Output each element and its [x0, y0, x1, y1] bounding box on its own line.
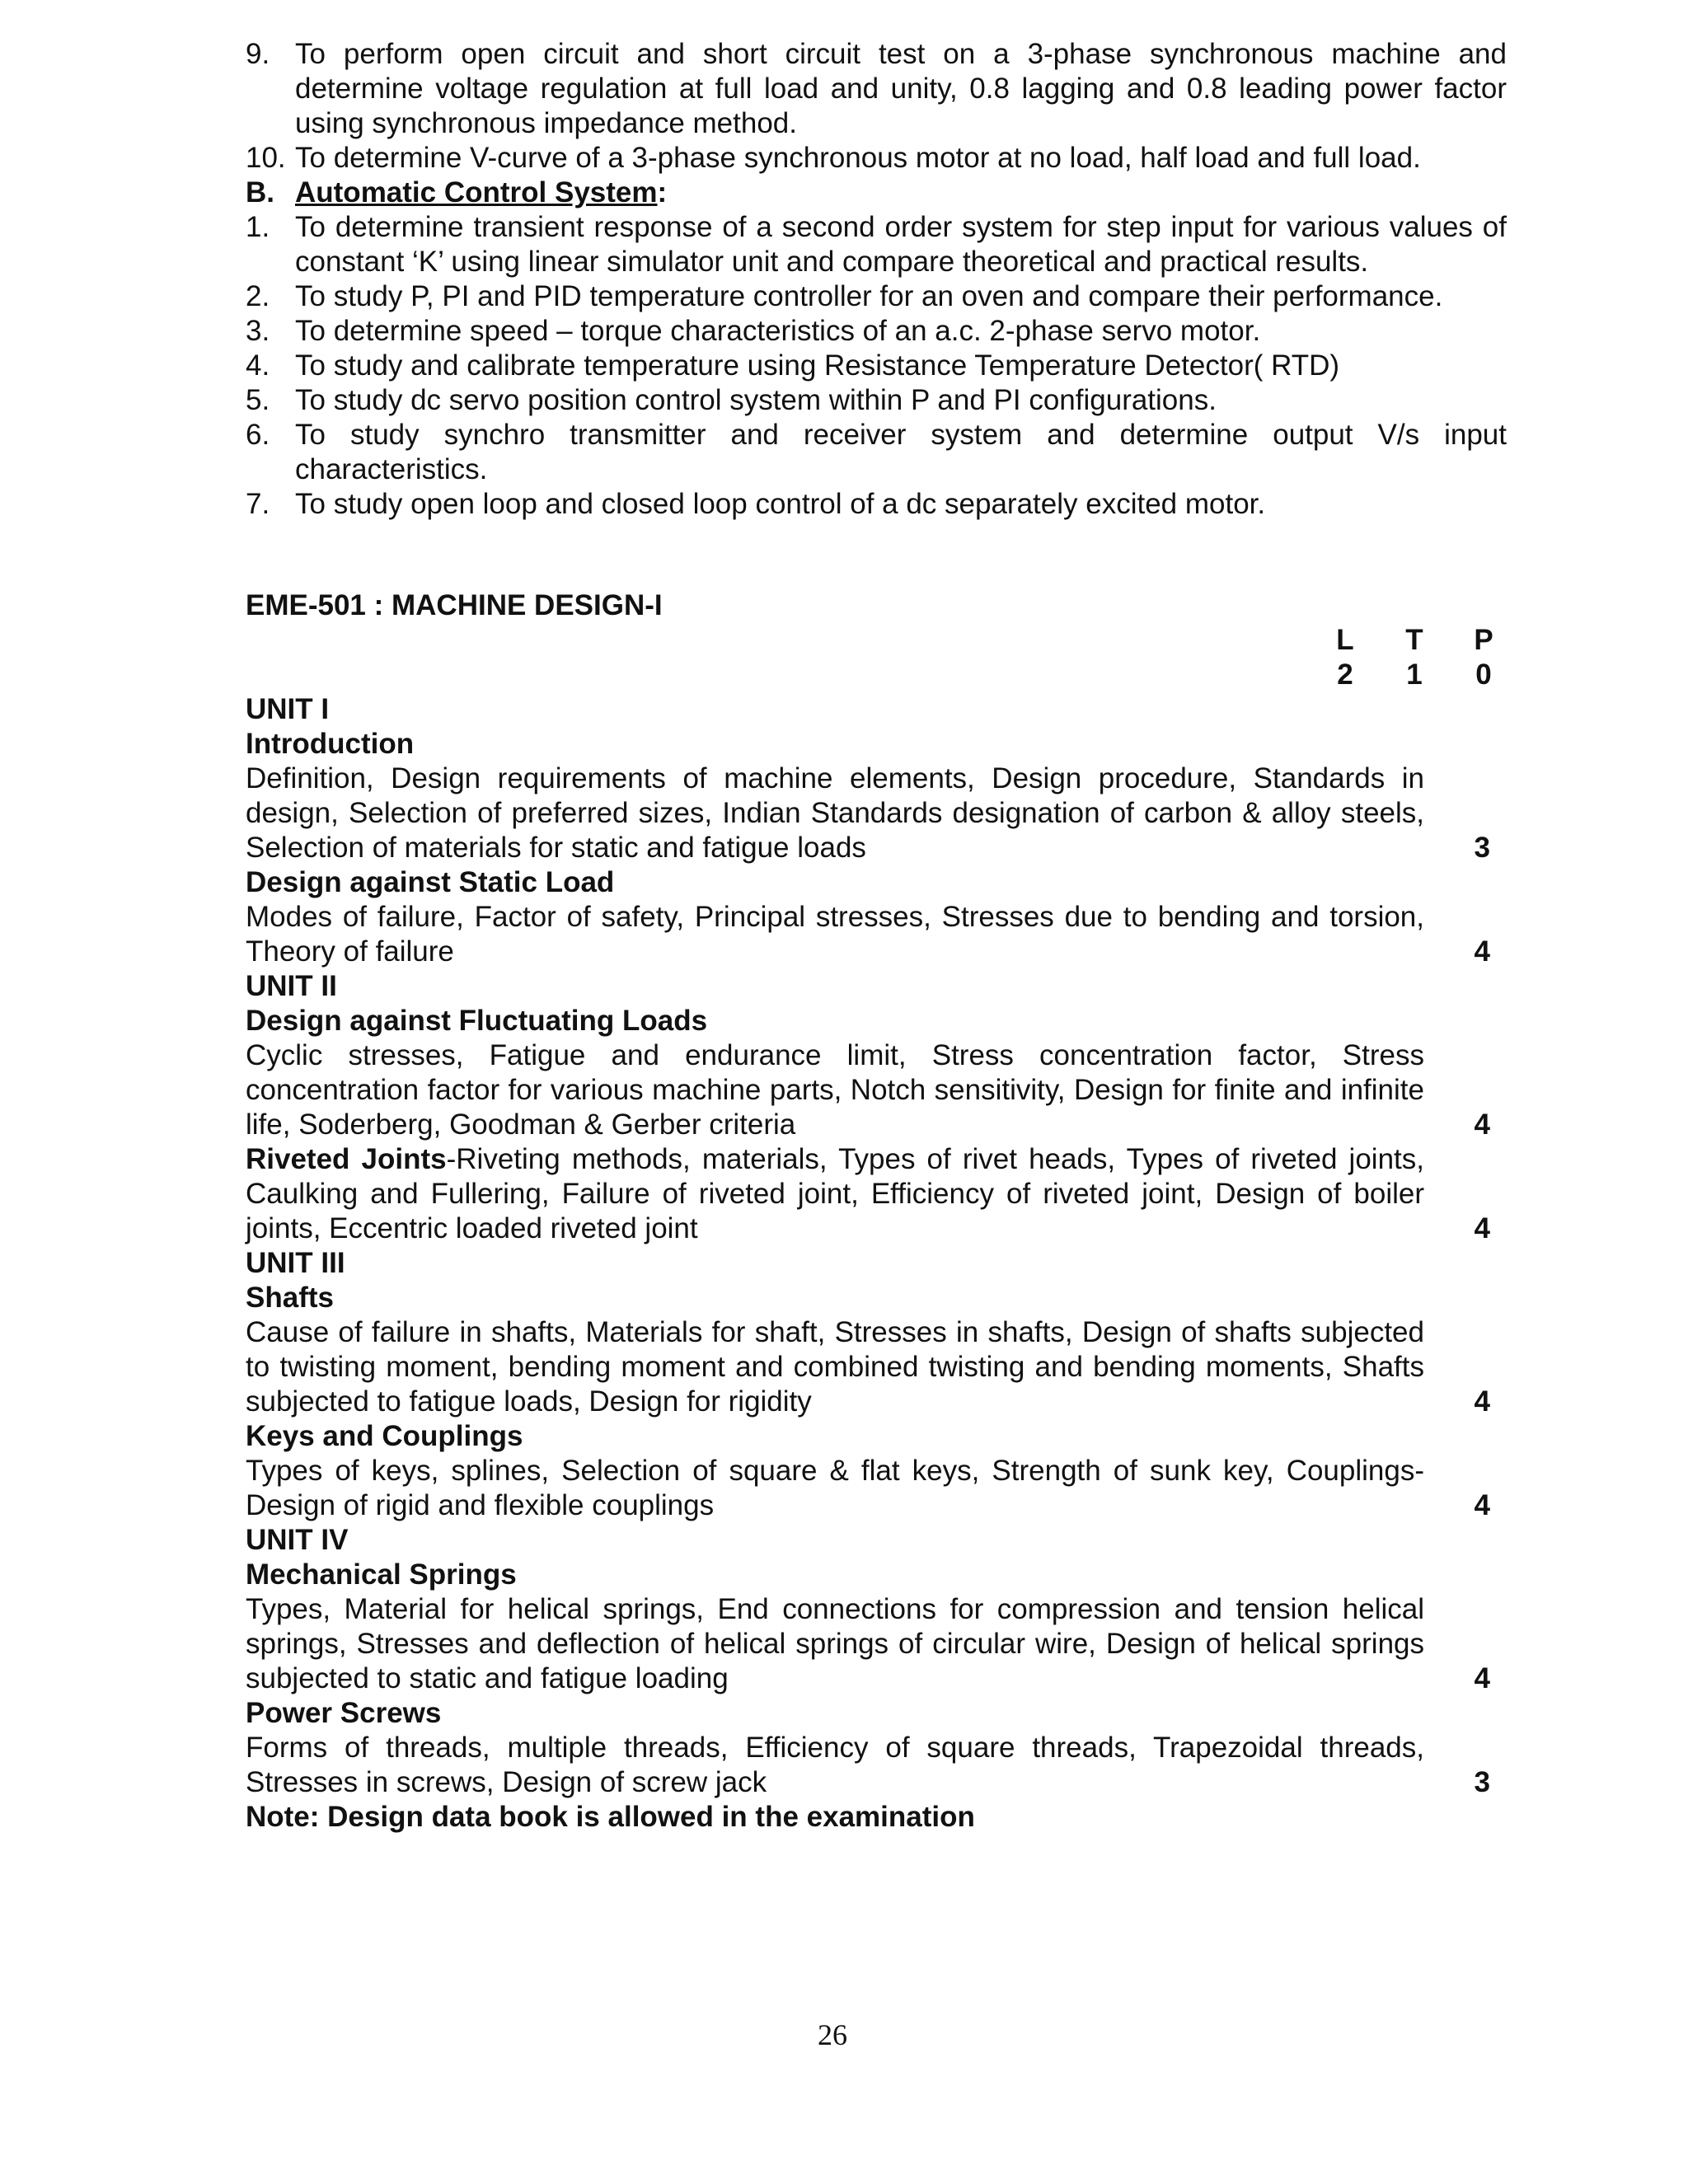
ltp-credit-table — [1311, 623, 1518, 692]
topic-heading: Keys and Couplings — [246, 1420, 523, 1452]
course-title: EME-501 : MACHINE DESIGN-I — [246, 589, 663, 621]
list-item — [246, 279, 1507, 314]
lecture-hours: 3 — [1474, 832, 1490, 864]
lecture-hours: 4 — [1474, 1662, 1490, 1694]
list-item — [246, 349, 1507, 383]
item-text: To study open loop and closed loop control of a dc separately excited motor. — [295, 488, 1266, 520]
topic-heading: Design against Fluctuating Loads — [246, 1005, 708, 1037]
syllabus-body — [246, 692, 1490, 1835]
topic-body: Types, Material for helical springs, End connections for compression and tension helical springs, Stresses and deflection of helical springs of circular wire, Design of helical springs subjected to static and fatigue loading — [246, 1593, 1424, 1694]
section-letter: B. — [246, 176, 274, 209]
item-number: 2. — [246, 280, 270, 312]
section-title: Automatic Control System — [295, 176, 658, 209]
lecture-hours: 3 — [1474, 1766, 1490, 1798]
item-text: To study and calibrate temperature using Resistance Temperature Detector( RTD) — [295, 349, 1340, 382]
topic-heading: Design against Static Load — [246, 866, 615, 898]
item-number: 10. — [246, 142, 286, 174]
topic-heading: Introduction — [246, 728, 415, 760]
lecture-hours: 4 — [1474, 1212, 1490, 1244]
topic-paragraph — [246, 1315, 1490, 1419]
topic-paragraph — [246, 1592, 1490, 1696]
topic-paragraph — [246, 1731, 1490, 1800]
lab-experiment-list — [246, 37, 1507, 522]
topic-body: Cyclic stresses, Fatigue and endurance limit, Stress concentration factor, Stress concentration factor for various machine parts, Notch sensitivity, Design for finite and infinite life, Soderberg, Goodman & Gerber criteria — [246, 1039, 1424, 1141]
topic-paragraph — [246, 762, 1490, 865]
unit-heading: UNIT III — [246, 1247, 345, 1279]
item-text: To determine transient response of a second order system for step input for various values of constant ‘K’ using linear simulator unit and compare theoretical and practical results. — [295, 211, 1507, 278]
item-text: To study dc servo position control system within P and PI configurations. — [295, 384, 1217, 416]
item-number: 9. — [246, 38, 270, 70]
ltp-p-label: P — [1474, 624, 1493, 656]
topic-heading: Power Screws — [246, 1697, 442, 1729]
list-item — [246, 418, 1507, 487]
list-item — [246, 383, 1507, 418]
item-text: To study P, PI and PID temperature controller for an oven and compare their performance. — [295, 280, 1443, 312]
item-number: 4. — [246, 349, 270, 382]
section-heading — [246, 176, 1507, 210]
lecture-hours: 4 — [1474, 1489, 1490, 1521]
unit-heading: UNIT I — [246, 693, 330, 725]
section-colon: : — [657, 176, 668, 209]
item-text: To determine V-curve of a 3-phase synchronous motor at no load, half load and full load. — [295, 142, 1421, 174]
topic-text: -Riveting methods, materials, Types of rivet heads, Types of riveted joints, Caulking and Fullering, Failure of riveted joint, Efficiency of riveted joint, Design of boiler joints, Eccentric loaded riveted joint — [246, 1143, 1424, 1244]
item-number: 7. — [246, 488, 270, 520]
ltp-t-value: 1 — [1406, 658, 1423, 691]
unit-heading: UNIT II — [246, 970, 337, 1002]
ltp-header-row — [1311, 623, 1518, 658]
topic-body: Cause of failure in shafts, Materials for shaft, Stresses in shafts, Design of shafts subjected to twisting moment, bending moment and combined twisting and bending moments, Shafts subjected to fatigue loads, Design for rigidity — [246, 1316, 1424, 1418]
list-item — [246, 487, 1507, 522]
item-text: To determine speed – torque characteristics of an a.c. 2-phase servo motor. — [295, 315, 1261, 347]
item-text: To study synchro transmitter and receiver system and determine output V/s input characteristics. — [295, 419, 1507, 485]
exam-note: Note: Design data book is allowed in the examination — [246, 1801, 975, 1833]
list-item — [246, 314, 1507, 349]
topic-body: Types of keys, splines, Selection of square & flat keys, Strength of sunk key, Couplings-Design of rigid and flexible couplings — [246, 1455, 1424, 1521]
topic-body: Modes of failure, Factor of safety, Principal stresses, Stresses due to bending and torsion, Theory of failure — [246, 901, 1424, 968]
ltp-p-value: 0 — [1475, 658, 1492, 691]
list-item — [246, 37, 1507, 141]
page-number: 26 — [818, 2018, 847, 2051]
topic-paragraph — [246, 1142, 1490, 1246]
item-number: 5. — [246, 384, 270, 416]
item-text: To perform open circuit and short circuit test on a 3-phase synchronous machine and determine voltage regulation at full load and unity, 0.8 lagging and 0.8 leading power factor using synchronous impedance method. — [295, 38, 1507, 139]
unit-heading: UNIT IV — [246, 1524, 349, 1556]
item-number: 6. — [246, 419, 270, 451]
topic-paragraph — [246, 1454, 1490, 1523]
ltp-l-value: 2 — [1337, 658, 1353, 691]
topic-body — [246, 1142, 1424, 1246]
topic-body: Forms of threads, multiple threads, Efficiency of square threads, Trapezoidal threads, Stresses in screws, Design of screw jack — [246, 1732, 1424, 1798]
topic-heading: Mechanical Springs — [246, 1558, 517, 1591]
ltp-l-label: L — [1336, 624, 1354, 656]
lecture-hours: 4 — [1474, 935, 1490, 968]
topic-paragraph — [246, 900, 1490, 969]
item-number: 1. — [246, 211, 270, 243]
lecture-hours: 4 — [1474, 1108, 1490, 1141]
lecture-hours: 4 — [1474, 1385, 1490, 1418]
topic-heading: Shafts — [246, 1282, 334, 1314]
topic-body: Definition, Design requirements of machine elements, Design procedure, Standards in design, Selection of preferred sizes, Indian Standards designation of carbon & alloy steels, Selection of materials for static and fatigue loads — [246, 762, 1424, 864]
list-item — [246, 141, 1507, 176]
ltp-t-label: T — [1405, 624, 1423, 656]
list-item — [246, 210, 1507, 279]
topic-paragraph — [246, 1038, 1490, 1142]
item-number: 3. — [246, 315, 270, 347]
ltp-value-row — [1311, 658, 1518, 692]
topic-heading-inline: Riveted Joints — [246, 1143, 447, 1175]
